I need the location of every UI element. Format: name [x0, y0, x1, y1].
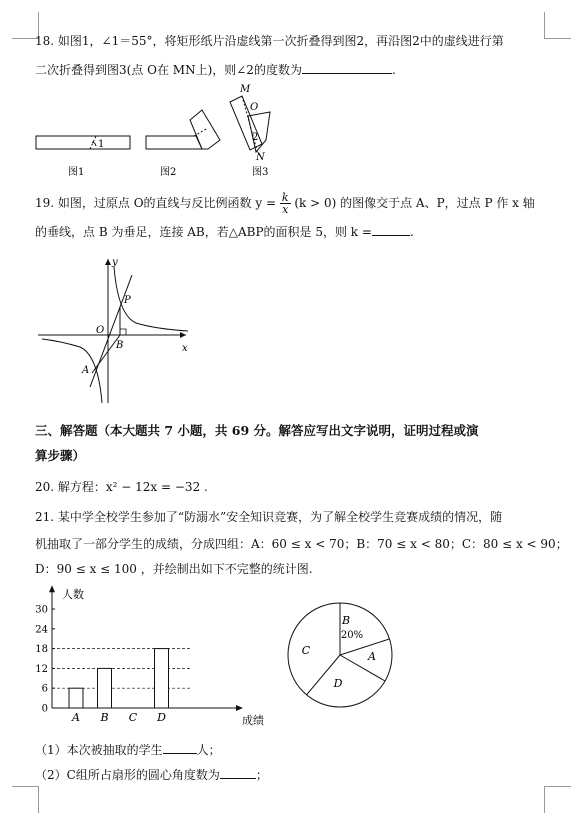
label-O: O	[250, 102, 259, 113]
answer-blank	[163, 741, 197, 754]
label-x: x	[182, 343, 188, 354]
label-y: y	[112, 257, 118, 268]
y-tick-label: 12	[35, 663, 48, 675]
q19-line2-end: .	[409, 225, 414, 239]
corner-mark	[544, 786, 571, 813]
fraction-denominator: x	[282, 203, 289, 216]
q19-graph	[36, 255, 206, 405]
y-axis-arrow	[49, 585, 55, 592]
q18-line1: 18. 如图1，∠1＝55°，将矩形纸片沿虚线第一次折叠得到图2，再沿图2中的虚线进行第	[35, 34, 504, 48]
bar-chart	[30, 585, 280, 730]
label-2: 2	[252, 132, 259, 143]
x-axis-arrow	[236, 705, 243, 711]
q21-line2: 机抽取了一部分学生的成绩，分成四组：A：60 ≤ x < 70；B：70 ≤ x < 80；C：80 ≤ x < 90；	[35, 537, 568, 551]
fraction-numerator: k	[281, 191, 289, 204]
fig3-caption: 图3	[252, 167, 269, 178]
x-tick-label: A	[72, 711, 80, 724]
bar-B	[98, 668, 112, 708]
bar-ylabel: 人数	[62, 588, 84, 601]
section3-heading-line2: 算步骤）	[35, 448, 86, 463]
pie-label-A: A	[368, 650, 376, 663]
x-axis-arrow	[180, 332, 186, 338]
q21-sub1	[35, 741, 221, 758]
x-tick-label: D	[157, 711, 166, 724]
answer-blank	[302, 61, 392, 74]
fig1-rect	[36, 136, 130, 149]
q21-sub2-end: ；	[255, 768, 268, 782]
label-1: 1	[98, 139, 105, 150]
label-P: P	[124, 295, 131, 306]
fig2-caption: 图2	[160, 167, 177, 178]
fraction-k-over-x	[280, 192, 291, 215]
q21-line3: D：90 ≤ x ≤ 100 ，并绘制出如下不完整的统计图.	[35, 562, 313, 576]
pie-label-D: D	[333, 677, 343, 690]
bar-A	[69, 688, 83, 708]
q21-sub2-text: （2）C组所占扇形的圆心角度数为	[35, 768, 220, 782]
q21-sub2	[35, 766, 268, 783]
y-tick-label: 18	[35, 644, 48, 656]
answer-blank	[220, 766, 256, 779]
q18-figures	[30, 80, 300, 180]
label-M: M	[240, 84, 251, 95]
pie-label-C: C	[301, 644, 311, 657]
x-tick-label: B	[100, 711, 109, 724]
answer-blank	[372, 223, 410, 236]
q18-line2	[35, 61, 396, 78]
y-axis-arrow	[105, 259, 111, 265]
bar-D	[155, 649, 169, 708]
label-B: B	[116, 340, 124, 351]
pie-annotation-B: 20%	[340, 630, 364, 641]
q18-line2-end: .	[391, 63, 396, 77]
fig2-base	[146, 136, 202, 149]
q18-line2-text: 二次折叠得到图3(点 O在 MN上)，则∠2的度数为	[35, 63, 302, 77]
q19-line2-text: 的垂线，点 B 为垂足，连接 AB，若△ABP的面积是 5，则 k =	[35, 225, 372, 239]
q19-line1-b: (k > 0) 的图像交于点 A、P，过点 P 作 x 轴	[294, 196, 535, 210]
fig1-caption: 图1	[68, 167, 85, 178]
right-angle-mark	[120, 329, 126, 335]
y-tick-label: 24	[35, 624, 48, 636]
section3-heading-line1: 三、解答题（本大题共 7 小题，共 69 分。解答应写出文字说明，证明过程或演	[35, 423, 479, 438]
label-A: A	[82, 365, 90, 376]
q19-line1-a: 19. 如图，过原点 O的直线与反比例函数 y =	[35, 196, 277, 210]
x-tick-label: C	[128, 711, 138, 724]
q19-line1	[35, 192, 535, 215]
y-tick-label: 6	[41, 683, 48, 695]
y-tick-label: 30	[35, 604, 48, 616]
pie-label-B: B	[341, 614, 351, 627]
corner-mark	[544, 12, 571, 39]
q21-sub1-end: 人；	[196, 743, 221, 757]
bar-xlabel: 成绩	[242, 714, 264, 727]
q20-text: 20. 解方程：x² − 12x = −32 .	[35, 480, 208, 494]
q19-line2	[35, 223, 414, 240]
q21-sub1-text: （1）本次被抽取的学生	[35, 743, 163, 757]
corner-mark	[12, 786, 39, 813]
q21-line1: 21. 某中学全校学生参加了“防溺水”安全知识竞赛，为了解全校学生竞赛成绩的情况，随	[35, 510, 503, 524]
y-tick-label: 0	[41, 703, 48, 715]
label-O: O	[96, 325, 105, 336]
pie-chart	[280, 597, 400, 717]
label-N: N	[256, 152, 265, 163]
